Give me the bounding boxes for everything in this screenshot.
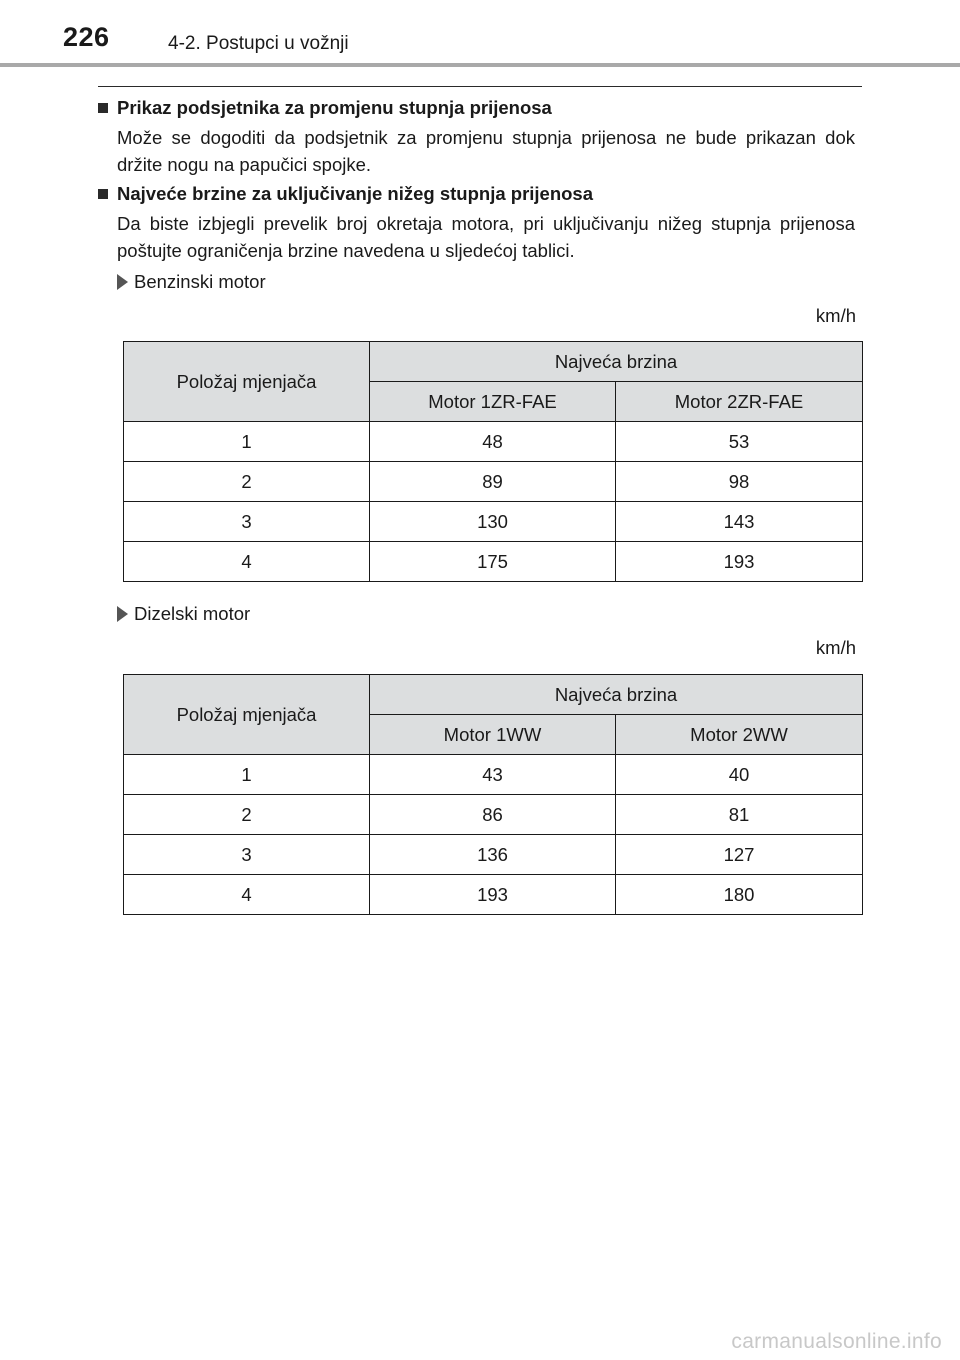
table-row: [124, 542, 863, 582]
gear-cell: 3: [124, 502, 370, 542]
gear-cell: 2: [124, 462, 370, 502]
table-row: [124, 755, 863, 795]
reminder-heading-text: Prikaz podsjetnika za promjenu stupnja prijenosa: [117, 97, 552, 118]
table-row: [124, 462, 863, 502]
speed-cell: 40: [616, 755, 863, 795]
diesel-speed-table: [123, 674, 863, 915]
petrol-unit: km/h: [815, 305, 856, 326]
speed-cell: 136: [370, 835, 616, 875]
column-header-position: Položaj mjenjača: [124, 342, 370, 422]
speed-cell: 86: [370, 795, 616, 835]
gear-cell: 1: [124, 422, 370, 462]
column-header-max-speed: Najveća brzina: [370, 342, 863, 382]
speed-cell: 81: [616, 795, 863, 835]
header-rule: [0, 63, 960, 67]
gear-cell: 3: [124, 835, 370, 875]
triangle-bullet-icon: [117, 606, 128, 622]
column-header-engine-a: Motor 1ZR-FAE: [370, 382, 616, 422]
max-speed-paragraph: Da biste izbjegli prevelik broj okretaja motora, pri uključivanju nižeg stupnja prijenosa poštujte ograničenja brzine navedena u sljedećoj tablici.: [117, 213, 855, 261]
column-header-position: Položaj mjenjača: [124, 675, 370, 755]
gear-cell: 4: [124, 542, 370, 582]
gear-cell: 2: [124, 795, 370, 835]
petrol-subheading: [117, 271, 266, 293]
speed-cell: 43: [370, 755, 616, 795]
speed-cell: 48: [370, 422, 616, 462]
table-row: [124, 795, 863, 835]
speed-cell: 53: [616, 422, 863, 462]
square-bullet-icon: [98, 189, 108, 199]
table-row: [124, 875, 863, 915]
column-header-engine-b: Motor 2WW: [616, 715, 863, 755]
max-speed-heading: [98, 183, 593, 205]
diesel-label: Dizelski motor: [134, 603, 251, 624]
table-row: [124, 422, 863, 462]
table-row: [124, 502, 863, 542]
speed-cell: 130: [370, 502, 616, 542]
section-title: 4-2. Postupci u vožnji: [168, 33, 349, 54]
reminder-heading: [98, 97, 552, 119]
diesel-subheading: [117, 603, 250, 625]
gear-cell: 4: [124, 875, 370, 915]
reminder-paragraph: Može se dogoditi da podsjetnik za promjenu stupnja prijenosa ne bude prikazan dok držite nogu na papučici spojke.: [117, 127, 855, 175]
petrol-speed-table: [123, 341, 863, 582]
speed-cell: 127: [616, 835, 863, 875]
watermark: carmanualsonline.info: [731, 1330, 942, 1353]
triangle-bullet-icon: [117, 274, 128, 290]
content-rule: [98, 86, 862, 87]
speed-cell: 143: [616, 502, 863, 542]
speed-cell: 89: [370, 462, 616, 502]
square-bullet-icon: [98, 103, 108, 113]
page-number: 226: [63, 22, 110, 52]
column-header-engine-a: Motor 1WW: [370, 715, 616, 755]
speed-cell: 193: [370, 875, 616, 915]
speed-cell: 180: [616, 875, 863, 915]
petrol-label: Benzinski motor: [134, 271, 266, 292]
column-header-engine-b: Motor 2ZR-FAE: [616, 382, 863, 422]
speed-cell: 175: [370, 542, 616, 582]
speed-cell: 193: [616, 542, 863, 582]
table-row: [124, 835, 863, 875]
column-header-max-speed: Najveća brzina: [370, 675, 863, 715]
speed-cell: 98: [616, 462, 863, 502]
max-speed-heading-text: Najveće brzine za uključivanje nižeg stupnja prijenosa: [117, 183, 594, 204]
gear-cell: 1: [124, 755, 370, 795]
diesel-unit: km/h: [815, 637, 856, 658]
